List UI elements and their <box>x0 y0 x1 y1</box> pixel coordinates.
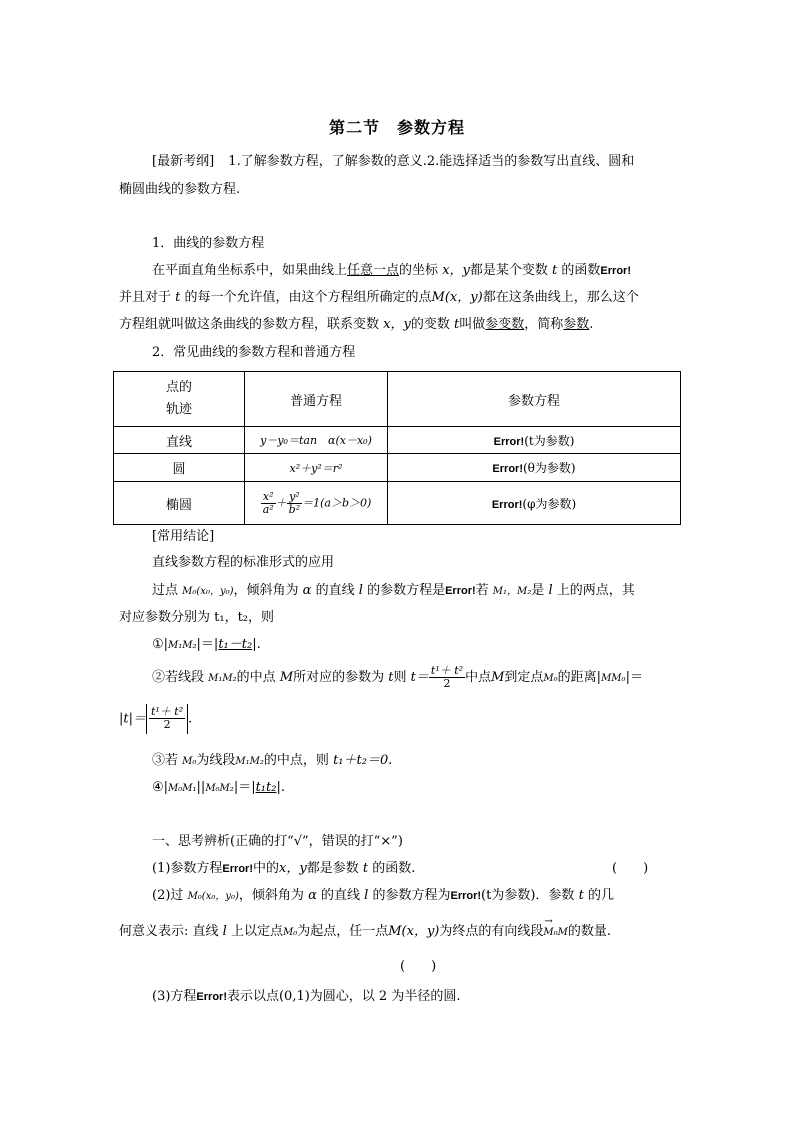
text: 的距离| <box>557 670 602 685</box>
math-var: t <box>578 888 584 903</box>
text: 的每一个允许值，由这个方程组所确定的点 <box>184 290 432 305</box>
underlined-term: 参数 <box>563 317 590 332</box>
denominator: a² <box>262 502 274 516</box>
text: 的参数方程是 <box>367 583 446 598</box>
text: |＝| <box>233 780 256 795</box>
text: 方程组就叫做这条曲线的参数方程，联系变数 <box>119 317 380 332</box>
error-field: Error! <box>493 435 525 448</box>
text: 叫做 <box>459 317 486 332</box>
absolute-value <box>146 704 188 734</box>
text: 何意义表示: 直线 <box>119 924 219 939</box>
text: 是 <box>531 583 545 598</box>
math-var: t <box>175 290 181 305</box>
text: 的坐标 <box>399 263 439 278</box>
conclusion-item-2 <box>152 664 643 693</box>
math-var: t₁t₂ <box>255 780 277 795</box>
text: 都是某个变数 <box>469 263 548 278</box>
text: 的中点，则 <box>263 753 329 768</box>
math-var: x，y <box>442 263 470 278</box>
param-note: (φ为参数) <box>522 496 577 511</box>
text: 为终点的有向线段 <box>439 924 544 939</box>
fraction <box>287 491 302 516</box>
text: ②若线段 <box>152 670 205 685</box>
param-note: (t为参数) <box>524 433 575 448</box>
text: 的数量. <box>567 924 612 939</box>
row-param <box>388 482 681 525</box>
row-param <box>388 454 681 482</box>
text: ，倾斜角为 <box>238 888 304 903</box>
math-var: l <box>364 888 369 903</box>
text: 的变数 <box>410 317 450 332</box>
header-locus-b: 轨迹 <box>165 402 192 417</box>
math-var: M₀(x₀，y₀) <box>182 586 234 597</box>
text: 的函数 <box>561 263 601 278</box>
text: 中点 <box>465 670 492 685</box>
math-var: l <box>548 583 553 598</box>
header-locus-a: 点的 <box>165 380 192 395</box>
text: 的直线 <box>321 888 361 903</box>
numerator: x² <box>261 491 276 504</box>
numerator: t¹＋ t² <box>150 705 184 718</box>
error-field: Error! <box>492 463 523 475</box>
text: 过点 <box>152 583 179 598</box>
header-locus <box>114 372 245 427</box>
math-var: t₁－t₂ <box>218 637 253 652</box>
math-var: α <box>302 583 312 598</box>
math-var: l <box>358 583 363 598</box>
math-var: M₁M₂ <box>168 640 197 651</box>
denominator: 2 <box>443 677 451 690</box>
text: ①| <box>152 637 169 652</box>
error-field: Error! <box>445 585 476 597</box>
math-var: M₁M₂ <box>208 673 237 684</box>
row-ordinary: x²＋y²＝r² <box>245 454 388 482</box>
conclusion-subtitle: 直线参数方程的标准形式的应用 <box>152 555 335 570</box>
outline-line-2: 椭圆曲线的参数方程. <box>119 182 241 197</box>
text: 的中点 <box>236 670 276 685</box>
row-param <box>388 427 681 454</box>
plus: ＋ <box>275 496 287 509</box>
math-var: M₁，M₂ <box>492 586 532 597</box>
text: . <box>188 711 193 727</box>
error-field: Error! <box>600 265 631 277</box>
text: (3)方程 <box>152 989 197 1004</box>
sec1-para-line-3 <box>119 315 593 335</box>
math-var: MM₀ <box>601 673 626 684</box>
answer-blank-2[interactable]: ( ) <box>400 959 437 974</box>
row-ordinary: y－y₀＝tan α(x－x₀) <box>245 427 388 454</box>
denominator: 2 <box>163 718 171 731</box>
answer-blank-1[interactable]: ( ) <box>612 861 649 876</box>
math-var: t <box>388 670 394 685</box>
underlined-term: 任意一点 <box>347 263 400 278</box>
question-2 <box>152 886 614 907</box>
text: |. <box>252 637 261 652</box>
text: 都是参数 <box>306 861 359 876</box>
text: 都在这条曲线上，那么这个 <box>482 290 639 305</box>
numerator: t¹＋ t² <box>430 664 464 677</box>
text: . <box>589 317 594 332</box>
question-3 <box>152 987 460 1007</box>
text: 并且对于 <box>119 290 172 305</box>
text: (2)过 <box>152 888 184 903</box>
row-name: 圆 <box>114 454 245 482</box>
math-var: t <box>362 861 369 876</box>
row-name: 椭圆 <box>114 482 245 525</box>
error-field: Error! <box>222 863 253 875</box>
math-var: M₀ <box>543 673 558 684</box>
header-param: 参数方程 <box>388 372 681 427</box>
math-var: t＝ <box>410 670 429 685</box>
conclusion-item-2-cont <box>119 704 192 735</box>
section-2-heading: 2．常见曲线的参数方程和普通方程 <box>152 345 356 360</box>
sec1-para-line-2 <box>119 288 639 308</box>
math-var: t <box>552 263 558 278</box>
conclusion-item-3 <box>152 751 392 772</box>
text: (t为参数)．参数 <box>481 888 575 903</box>
table-row <box>114 427 681 454</box>
math-var: |t|＝ <box>119 711 146 727</box>
text: 上以定点 <box>230 924 283 939</box>
table-row <box>114 454 681 482</box>
conclusion-tag: [常用结论] <box>152 529 215 544</box>
question-1 <box>152 859 415 879</box>
error-field: Error! <box>450 890 482 902</box>
conclusion-item-1 <box>152 635 261 656</box>
row-name: 直线 <box>114 427 245 454</box>
text: ，倾斜角为 <box>233 583 299 598</box>
text: ④| <box>152 780 169 795</box>
math-var: α <box>308 888 317 903</box>
math-var: M <box>491 670 505 685</box>
text: || <box>196 780 206 795</box>
fraction <box>261 491 276 516</box>
text: 若 <box>475 583 489 598</box>
row-ordinary <box>245 482 388 525</box>
text: 在平面直角坐标系中，如果曲线上 <box>152 263 348 278</box>
text: 的直线 <box>315 583 355 598</box>
text: 的函数. <box>372 861 416 876</box>
underlined-term: 参变数 <box>485 317 525 332</box>
math-var: M(x，y) <box>388 924 440 939</box>
text: 中的 <box>252 861 279 876</box>
fraction <box>429 665 465 690</box>
error-field: Error! <box>491 498 523 511</box>
text: 到定点 <box>504 670 544 685</box>
numerator: y² <box>287 491 302 504</box>
math-var: M₀M₁ <box>168 783 197 794</box>
text: |＝| <box>196 637 219 652</box>
table-header-row <box>114 372 681 427</box>
fraction <box>149 706 185 731</box>
text: ③若 <box>152 753 179 768</box>
math-var: t₁＋t₂＝0. <box>333 753 393 768</box>
header-ordinary: 普通方程 <box>245 372 388 427</box>
conclusion-item-4 <box>152 778 285 799</box>
conclusion-line-2: 对应参数分别为 t₁，t₂，则 <box>119 610 275 625</box>
page-title: 第二节 参数方程 <box>328 118 465 137</box>
math-var: M₀ <box>282 927 298 938</box>
vector-symbol: → M₀M <box>543 923 568 943</box>
text: ，简称 <box>524 317 564 332</box>
text: |＝ <box>625 670 643 685</box>
conclusion-line-1 <box>152 581 635 602</box>
text: 上的两点，其 <box>556 583 635 598</box>
error-field: Error! <box>196 991 227 1003</box>
equation-tail: ＝1(a＞b＞0) <box>302 496 372 509</box>
math-var: t <box>454 317 460 332</box>
math-var: M₀(x₀，y₀) <box>187 891 239 902</box>
denominator: b² <box>288 502 301 516</box>
question-2-cont <box>119 922 611 943</box>
math-var: x，y <box>383 317 411 332</box>
text: 为起点，任一点 <box>297 924 389 939</box>
text: 的参数方程为 <box>372 888 451 903</box>
exercise-heading: 一、思考辨析(正确的打“√”，错误的打“×”) <box>152 834 403 849</box>
text: (1)参数方程 <box>152 861 223 876</box>
text: 为线段 <box>196 753 236 768</box>
table-row <box>114 482 681 525</box>
math-var: M <box>279 670 294 685</box>
text: 则 <box>393 670 407 685</box>
param-note: (θ为参数) <box>522 461 576 475</box>
text: 表示以点(0,1)为圆心，以 2 为半径的圆. <box>226 989 461 1004</box>
math-var: M₀M₂ <box>205 783 234 794</box>
equations-table <box>113 371 681 525</box>
text: 的几 <box>587 888 614 903</box>
outline-line-1 <box>152 152 634 172</box>
math-var: x，y <box>279 861 307 876</box>
math-var: M₀ <box>182 756 197 767</box>
math-var: M(x，y) <box>431 290 483 305</box>
outline-text: 1.了解参数方程，了解参数的意义.2.能选择适当的参数写出直线、圆和 <box>228 154 635 169</box>
section-1-heading: 1．曲线的参数方程 <box>152 236 265 251</box>
math-var: M₁M₂ <box>235 756 264 767</box>
text: 所对应的参数为 <box>293 670 385 685</box>
math-var: l <box>222 924 227 939</box>
outline-tag: [最新考纲] <box>152 154 215 169</box>
text: |. <box>276 780 285 795</box>
sec1-para-line-1 <box>152 261 631 281</box>
